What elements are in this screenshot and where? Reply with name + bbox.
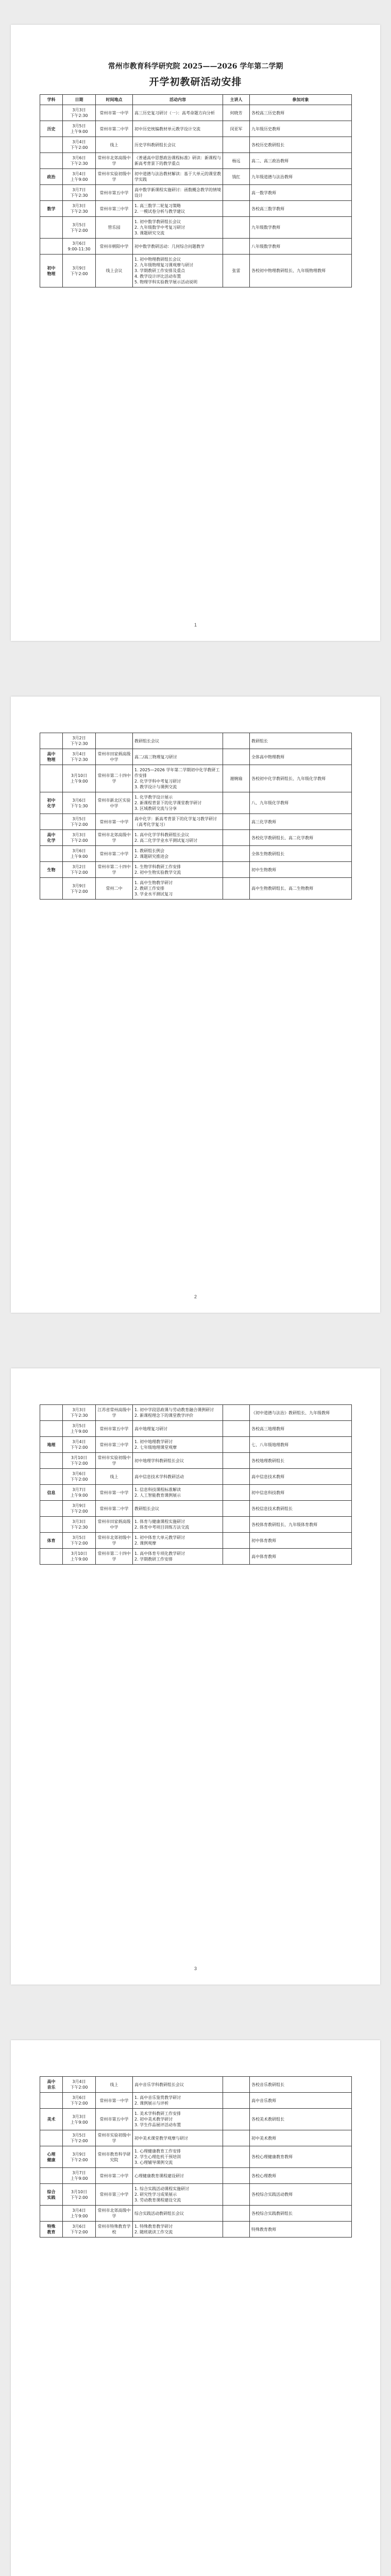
target-cell: 全体生物教研组长 <box>250 846 352 862</box>
subject-cell <box>40 153 63 169</box>
place-cell: 常州市北郊初级中学 <box>96 1533 133 1549</box>
table-row <box>40 105 352 121</box>
place-cell: 江苏省常州高级中学 <box>96 1405 133 1421</box>
date-cell: 3月4日 下午2:00 <box>63 137 96 153</box>
date-cell: 3月2日 下午2:00 <box>63 862 96 878</box>
content-cell: 1. 高中体育专项化教学研讨 2. 学期教研工作安排 <box>133 1549 223 1565</box>
subject-cell <box>40 846 63 862</box>
table-row <box>40 1501 352 1517</box>
content-cell: 1. 化学教学设计展示 2. 新课程背景下的化学课堂教学研讨 3. 区域教研交流与分享 <box>133 792 223 814</box>
place-cell: 常州市北郊高级中学 <box>96 830 133 846</box>
target-cell: 各校高三数学教师 <box>250 201 352 217</box>
date-cell: 3月4日 上午9:00 <box>63 169 96 185</box>
speaker-cell <box>223 878 250 900</box>
speaker-cell <box>223 2206 250 2222</box>
table-row <box>40 830 352 846</box>
target-cell: 九年级数学教师 <box>250 217 352 239</box>
target-cell: 各校体育教研组长、九年级体育教师 <box>250 1517 352 1533</box>
subject-cell <box>40 733 63 749</box>
speaker-cell <box>223 862 250 878</box>
place-cell: 常州市第二中学 <box>96 121 133 137</box>
content-cell: 1. 心理健康教育工作安排 2. 学生心理危机干预培训 3. 心理辅导课例交流 <box>133 2146 223 2168</box>
target-cell: 高中生物教研组长、高二生物教师 <box>250 878 352 900</box>
speaker-cell <box>223 1501 250 1517</box>
header-cell: 主讲人 <box>223 95 250 105</box>
table-row <box>40 733 352 749</box>
place-cell: 常州市第二中学 <box>96 1501 133 1517</box>
content-cell: 1. 初中学段思政课与劳动教育融合课例研讨 2. 新课程理念下的课堂教学评价 <box>133 1405 223 1421</box>
subject-cell: 体育 <box>40 1533 63 1549</box>
place-cell: 常州市第五中学 <box>96 1421 133 1437</box>
content-cell: 初中数学教研活动：几何综合问题教学 <box>133 239 223 255</box>
speaker-cell <box>223 830 250 846</box>
subject-cell <box>40 1405 63 1421</box>
table-row <box>40 255 352 287</box>
place-cell: 常州市教育科学研究院 <box>96 2146 133 2168</box>
date-cell: 3月4日 下午2:00 <box>63 2077 96 2093</box>
date-cell: 3月4日 下午2:00 <box>63 1437 96 1453</box>
content-cell: 1. 高三数学二轮复习策略 2. 一模试卷分析与教学建议 <box>133 201 223 217</box>
content-cell: 1. 生物学科教研工作安排 2. 初中生物实验教学交流 <box>133 862 223 878</box>
place-cell: 常州市新北区实验中学 <box>96 792 133 814</box>
subject-cell: 初中 物理 <box>40 255 63 287</box>
place-cell: 常州市第一中学 <box>96 1485 133 1501</box>
content-cell: 高中数学新课程实施研讨：函数概念教学的情境设计 <box>133 185 223 201</box>
date-cell: 3月10日 上午9:00 <box>63 765 96 792</box>
table-row <box>40 792 352 814</box>
subject-cell: 数学 <box>40 201 63 217</box>
subject-cell <box>40 1501 63 1517</box>
subject-cell: 特殊 教育 <box>40 2222 63 2238</box>
speaker-cell <box>223 1469 250 1485</box>
speaker-cell <box>223 239 250 255</box>
speaker-cell <box>223 2146 250 2168</box>
date-cell: 3月9日 下午2:00 <box>63 2146 96 2168</box>
place-cell: 常州市第三中学 <box>96 2184 133 2206</box>
header-cell: 参加对象 <box>250 95 352 105</box>
speaker-cell <box>223 792 250 814</box>
table-row <box>40 2109 352 2130</box>
place-cell: 常州市第二中学 <box>96 846 133 862</box>
subject-cell <box>40 2093 63 2109</box>
speaker-cell: 何晓芳 <box>223 105 250 121</box>
target-cell: 初中生物教师 <box>250 862 352 878</box>
subject-cell <box>40 105 63 121</box>
target-cell: 各校综合实践活动教师 <box>250 2184 352 2206</box>
date-cell: 3月6日 上午9:00 <box>63 846 96 862</box>
content-cell: 1. 特殊教育教学研讨 2. 随班就读工作交流 <box>133 2222 223 2238</box>
table-row <box>40 1469 352 1485</box>
speaker-cell <box>223 846 250 862</box>
page-number: 1 <box>194 622 197 628</box>
date-cell: 3月9日 下午2:00 <box>63 255 96 287</box>
table-row <box>40 2146 352 2168</box>
schedule-table <box>40 94 352 287</box>
table-row <box>40 814 352 830</box>
subject-cell <box>40 1549 63 1565</box>
content-cell: 1. 高中音乐鉴赏教学研讨 2. 课例展示与评析 <box>133 2093 223 2109</box>
table-row <box>40 1405 352 1421</box>
speaker-cell: 张雷 <box>223 255 250 287</box>
speaker-cell <box>223 1421 250 1437</box>
place-cell: 常州二中 <box>96 878 133 900</box>
date-cell: 3月5日 下午2:00 <box>63 814 96 830</box>
target-cell: 各校美术教研组长 <box>250 2109 352 2130</box>
schedule-table <box>40 1404 352 1565</box>
place-cell <box>96 733 133 749</box>
date-cell: 3月5日 下午2:00 <box>63 1533 96 1549</box>
target-cell: 各校心理教师 <box>250 2168 352 2184</box>
table-row <box>40 749 352 765</box>
speaker-cell <box>223 814 250 830</box>
content-cell: 初中道德与法治教材解读：基于大单元的课堂教学实践 <box>133 169 223 185</box>
schedule-table <box>40 2076 352 2238</box>
subject-cell: 高中 物理 <box>40 749 63 765</box>
date-cell: 3月7日 上午9:00 <box>63 1485 96 1501</box>
table-row <box>40 765 352 792</box>
table-row <box>40 201 352 217</box>
place-cell: 常州市田家炳高级中学 <box>96 1517 133 1533</box>
header-cell: 日期 <box>63 95 96 105</box>
content-cell: 高二/高三物理复习研讨 <box>133 749 223 765</box>
target-cell: 初中体育教师 <box>250 1533 352 1549</box>
place-cell: 常州市实验初级中学 <box>96 1453 133 1469</box>
date-cell: 3月2日 下午2:30 <box>63 733 96 749</box>
subject-cell <box>40 185 63 201</box>
subject-cell <box>40 814 63 830</box>
content-cell: 1. 教研组长例会 2. 课题研究推进会 <box>133 846 223 862</box>
date-cell: 3月5日 上午9:00 <box>63 1421 96 1437</box>
date-cell: 3月5日 下午2:00 <box>63 217 96 239</box>
speaker-cell <box>223 1405 250 1421</box>
speaker-cell <box>223 185 250 201</box>
target-cell: 各校心理健康教育教师 <box>250 2146 352 2168</box>
place-cell: 常州市实验初级中学 <box>96 169 133 185</box>
content-cell: 高中信息技术学科教研活动 <box>133 1469 223 1485</box>
target-cell: 各校初中化学教研组长、九年级化学教师 <box>250 765 352 792</box>
target-cell: 九年级道德与法治教师 <box>250 169 352 185</box>
speaker-cell <box>223 1549 250 1565</box>
date-cell: 3月10日 上午9:00 <box>63 1549 96 1565</box>
content-cell: 1. 美术学科教研工作安排 2. 初中美术教学研讨 3. 学生作品展评活动布置 <box>133 2109 223 2130</box>
page-number: 2 <box>194 1294 197 1299</box>
subject-cell: 信息 <box>40 1485 63 1501</box>
speaker-cell <box>223 1517 250 1533</box>
content-cell: 教研组长会议 <box>133 733 223 749</box>
target-cell: 特殊教育教师 <box>250 2222 352 2238</box>
subject-cell: 高中 化学 <box>40 830 63 846</box>
date-cell: 3月3日 下午2:30 <box>63 201 96 217</box>
table-row <box>40 217 352 239</box>
place-cell: 常州市第三中学 <box>96 201 133 217</box>
subject-cell <box>40 217 63 239</box>
header-cell: 学科 <box>40 95 63 105</box>
place-cell: 常州市实验初级中学 <box>96 2130 133 2146</box>
content-cell: 1. 初中物理教研组长会议 2. 九年级物理复习课观摩与研讨 3. 学期教研工作安排及重点 4. 教学设计评比活动布置 5. 物理学科实验教学展示活动说明 <box>133 255 223 287</box>
place-cell: 常州市第二十四中学 <box>96 862 133 878</box>
date-cell: 3月4日 下午2:30 <box>63 749 96 765</box>
subject-cell <box>40 1421 63 1437</box>
date-cell: 3月6日 下午2:00 <box>63 2222 96 2238</box>
table-row <box>40 2206 352 2222</box>
date-cell: 3月10日 下午2:00 <box>63 1453 96 1469</box>
target-cell: 各校历史教研组长 <box>250 137 352 153</box>
target-cell: 《初中道德与法治》教研组长、九年级教师 <box>250 1405 352 1421</box>
speaker-cell <box>223 137 250 153</box>
schedule-table <box>40 733 352 900</box>
place-cell: 线上 <box>96 137 133 153</box>
speaker-cell <box>223 1485 250 1501</box>
content-cell: 1. 2025—2026 学年第二学期初中化学教研工作安排 2. 化学学科中考复习研讨 3. 教学设计与课例交流 <box>133 765 223 792</box>
place-cell: 常州市北郊高级中学 <box>96 2206 133 2222</box>
place-cell: 常州市北郊高级中学 <box>96 153 133 169</box>
target-cell: 高一数学教师 <box>250 185 352 201</box>
table-row <box>40 862 352 878</box>
date-cell: 3月9日 下午2:00 <box>63 878 96 900</box>
document-page <box>11 697 380 1313</box>
place-cell: 常州市朝阳中学 <box>96 239 133 255</box>
target-cell: 全体高中物理教师 <box>250 749 352 765</box>
date-cell: 3月10日 下午2:00 <box>63 2184 96 2206</box>
target-cell: 各校综合实践教研组长 <box>250 2206 352 2222</box>
target-cell: 七、八年级地理教师 <box>250 1437 352 1453</box>
document-page <box>11 25 380 641</box>
table-row <box>40 2184 352 2206</box>
speaker-cell: 钱红 <box>223 169 250 185</box>
speaker-cell: 闵亚军 <box>223 121 250 137</box>
document-subtitle: 开学初教研活动安排 <box>149 76 242 88</box>
target-cell: 各校信息技术教研组长 <box>250 1501 352 1517</box>
speaker-cell <box>223 1533 250 1549</box>
speaker-cell <box>223 2184 250 2206</box>
document-page <box>11 1368 380 1985</box>
table-row <box>40 137 352 153</box>
target-cell: 九年级历史教师 <box>250 121 352 137</box>
place-cell: 线上 <box>96 2077 133 2093</box>
table-row <box>40 1549 352 1565</box>
table-row <box>40 1421 352 1437</box>
content-cell: 高中地理复习研讨 <box>133 1421 223 1437</box>
subject-cell <box>40 239 63 255</box>
target-cell: 初中美术教师 <box>250 2130 352 2146</box>
header-cell: 活动内容 <box>133 95 223 105</box>
subject-cell: 初中 化学 <box>40 792 63 814</box>
content-cell: 1. 高中生物教学研讨 2. 教研工作安排 3. 学业水平测试复习 <box>133 878 223 900</box>
target-cell: 教研组长 <box>250 733 352 749</box>
document-title: 常州市教育科学研究院 2025——2026 学年第二学期 <box>108 62 283 71</box>
subject-cell: 心理 健康 <box>40 2146 63 2168</box>
place-cell: 常州市第五中学 <box>96 2109 133 2130</box>
date-cell: 3月6日 下午2:00 <box>63 1469 96 1485</box>
content-cell: 综合实践活动教研组长会议 <box>133 2206 223 2222</box>
date-cell: 3月6日 下午1:30 <box>63 792 96 814</box>
date-cell: 3月7日 下午2:30 <box>63 185 96 201</box>
target-cell: 高三化学教师 <box>250 814 352 830</box>
date-cell: 3月6日 下午2:00 <box>63 2093 96 2109</box>
date-cell: 3月3日 下午2:30 <box>63 1517 96 1533</box>
date-cell: 3月3日 上午9:00 <box>63 2109 96 2130</box>
table-row <box>40 121 352 137</box>
subject-cell <box>40 1453 63 1469</box>
subject-cell <box>40 1469 63 1485</box>
speaker-cell <box>223 1453 250 1469</box>
target-cell: 高中体育教师 <box>250 1549 352 1565</box>
speaker-cell <box>223 1437 250 1453</box>
place-cell: 常州市第二中学 <box>96 2168 133 2184</box>
speaker-cell <box>223 201 250 217</box>
date-cell: 3月5日 上午9:00 <box>63 121 96 137</box>
subject-cell <box>40 765 63 792</box>
target-cell: 各校高三历史教师 <box>250 105 352 121</box>
table-row <box>40 2077 352 2093</box>
table-row <box>40 239 352 255</box>
place-cell: 常州市第三中学 <box>96 1437 133 1453</box>
date-cell: 3月7日 上午9:00 <box>63 2168 96 2184</box>
subject-cell: 综合 实践 <box>40 2184 63 2206</box>
content-cell: 历史学科教研组长会议 <box>133 137 223 153</box>
target-cell: 高二、高三政治教师 <box>250 153 352 169</box>
content-cell: 高三历史复习研讨（一）：高考命题方向分析 <box>133 105 223 121</box>
subject-cell: 高中 音乐 <box>40 2077 63 2093</box>
speaker-cell <box>223 2109 250 2130</box>
target-cell: 初中信息科技教师 <box>250 1485 352 1501</box>
date-cell: 3月6日 下午2:30 <box>63 153 96 169</box>
place-cell: 管乐园 <box>96 217 133 239</box>
subject-cell <box>40 2206 63 2222</box>
speaker-cell <box>223 749 250 765</box>
content-cell: 1. 体育与健康课程实施研讨 2. 体育中考项目训练方法交流 <box>133 1517 223 1533</box>
table-row <box>40 169 352 185</box>
place-cell: 常州市第二十四中学 <box>96 1549 133 1565</box>
speaker-cell <box>223 733 250 749</box>
content-cell: 1. 高中化学学科教研组长会议 2. 高二化学学业水平测试复习研讨 <box>133 830 223 846</box>
target-cell: 各校高三地理教师 <box>250 1421 352 1437</box>
table-row <box>40 1517 352 1533</box>
speaker-cell: 杨远 <box>223 153 250 169</box>
table-header-row <box>40 95 352 105</box>
content-cell: 1. 初中体育大单元教学研讨 2. 课例观摩 <box>133 1533 223 1549</box>
place-cell: 常州市第一中学 <box>96 105 133 121</box>
speaker-cell <box>223 2168 250 2184</box>
subject-cell <box>40 878 63 900</box>
subject-cell: 历史 <box>40 121 63 137</box>
table-row <box>40 846 352 862</box>
content-cell: 教研组长会议 <box>133 1501 223 1517</box>
page-number: 3 <box>194 1966 197 1971</box>
table-row <box>40 1453 352 1469</box>
header-cell: 时间地点 <box>96 95 133 105</box>
subject-cell: 政治 <box>40 169 63 185</box>
content-cell: 1. 信息科技课程标准解读 2. 人工智能教育课例展示 <box>133 1485 223 1501</box>
content-cell: 1. 综合实践活动课程实施研讨 2. 研究性学习成果展示 3. 劳动教育课程建设交流 <box>133 2184 223 2206</box>
place-cell: 常州市第二十四中学 <box>96 765 133 792</box>
content-cell: 1. 初中地理教学研讨 2. 七年级地理课堂观摩 <box>133 1437 223 1453</box>
target-cell: 各校地理教研组长 <box>250 1453 352 1469</box>
document-page <box>11 2040 380 2576</box>
place-cell: 常州市特殊教育学校 <box>96 2222 133 2238</box>
subject-cell: 美术 <box>40 2109 63 2130</box>
date-cell: 3月3日 下午2:30 <box>63 1405 96 1421</box>
place-cell: 常州市田家炳高级中学 <box>96 749 133 765</box>
table-row <box>40 1485 352 1501</box>
target-cell: 高中信息技术教师 <box>250 1469 352 1485</box>
table-row <box>40 1437 352 1453</box>
table-row <box>40 1533 352 1549</box>
date-cell: 3月4日 上午9:00 <box>63 2206 96 2222</box>
date-cell: 3月9日 下午2:00 <box>63 1501 96 1517</box>
subject-cell: 地理 <box>40 1437 63 1453</box>
content-cell: 高中化学：新高考背景下的化学复习教学研讨（高考化学复习） <box>133 814 223 830</box>
table-row <box>40 153 352 169</box>
speaker-cell <box>223 2077 250 2093</box>
content-cell: 心理健康教育课程建设研讨 <box>133 2168 223 2184</box>
target-cell: 高中音乐教师 <box>250 2093 352 2109</box>
content-cell: 初中美术课堂教学观摩与研讨 <box>133 2130 223 2146</box>
place-cell: 常州市第五中学 <box>96 185 133 201</box>
target-cell: 各校化学教研组长、高二化学教师 <box>250 830 352 846</box>
subject-cell <box>40 1517 63 1533</box>
date-cell: 3月5日 下午2:00 <box>63 2130 96 2146</box>
table-row <box>40 878 352 900</box>
place-cell: 常州市第一中学 <box>96 814 133 830</box>
content-cell: 1. 初中数学教研组长会议 2. 九年级数学中考复习研讨 3. 课题研究交流 <box>133 217 223 239</box>
subject-cell <box>40 2168 63 2184</box>
place-cell: 线上 <box>96 1469 133 1485</box>
date-cell: 3月3日 下午2:30 <box>63 105 96 121</box>
content-cell: 初中地理学科教研组长会议 <box>133 1453 223 1469</box>
speaker-cell: 谢婉瑜 <box>223 765 250 792</box>
target-cell: 八、九年级化学教师 <box>250 792 352 814</box>
place-cell: 线上会议 <box>96 255 133 287</box>
content-cell: 《普通高中思想政治课程标准》研读：新课程与新高考背景下的教学重点 <box>133 153 223 169</box>
content-cell: 高中音乐学科教研组长会议 <box>133 2077 223 2093</box>
table-row <box>40 2222 352 2238</box>
speaker-cell <box>223 2093 250 2109</box>
content-cell: 初中历史统编教材单元教学设计交流 <box>133 121 223 137</box>
table-row <box>40 185 352 201</box>
speaker-cell <box>223 217 250 239</box>
subject-cell: 生物 <box>40 862 63 878</box>
table-row <box>40 2168 352 2184</box>
speaker-cell <box>223 2222 250 2238</box>
subject-cell <box>40 2130 63 2146</box>
speaker-cell <box>223 2130 250 2146</box>
date-cell: 3月6日 9:00-11:30 <box>63 239 96 255</box>
target-cell: 各校初中物理教研组长、九年级物理教师 <box>250 255 352 287</box>
target-cell: 八年级数学教师 <box>250 239 352 255</box>
table-row <box>40 2130 352 2146</box>
subject-cell <box>40 137 63 153</box>
target-cell: 各校音乐教研组长 <box>250 2077 352 2093</box>
date-cell: 3月3日 下午2:00 <box>63 830 96 846</box>
place-cell: 常州市第一中学 <box>96 2093 133 2109</box>
table-row <box>40 2093 352 2109</box>
